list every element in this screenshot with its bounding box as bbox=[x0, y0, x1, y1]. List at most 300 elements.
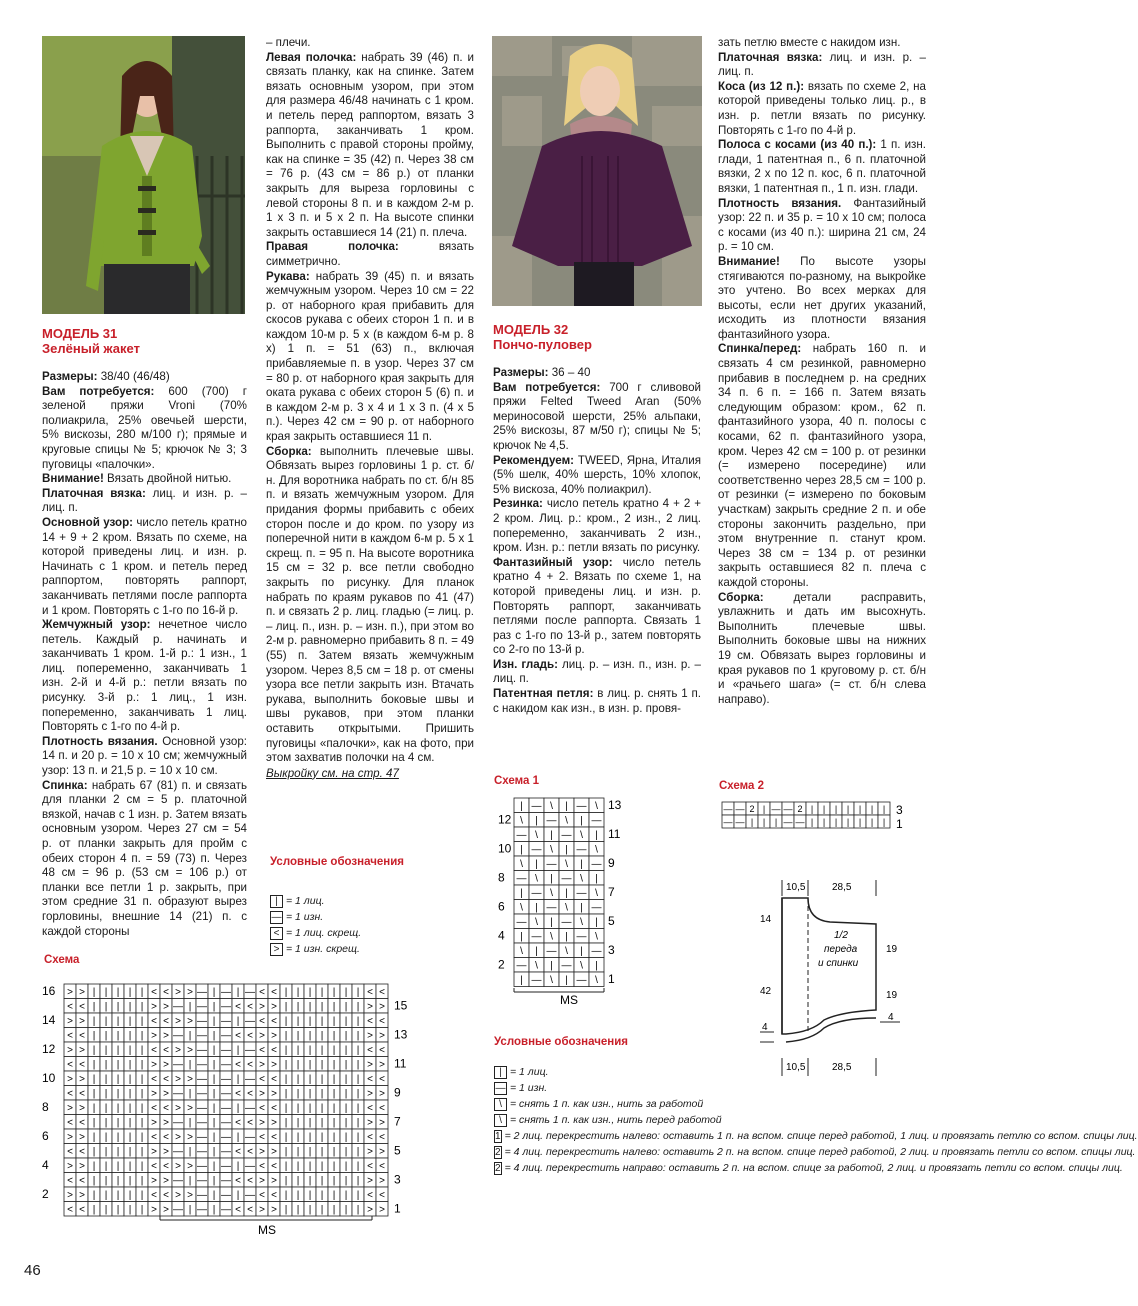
chart-row-number: 10 bbox=[42, 1071, 56, 1085]
chart-stitch-symbol: | bbox=[332, 1059, 336, 1071]
chart-stitch-symbol: | bbox=[116, 1161, 120, 1172]
chart-stitch-symbol: | bbox=[846, 804, 850, 814]
chart-stitch-symbol: < bbox=[79, 1001, 85, 1013]
chart-stitch-symbol: | bbox=[128, 1059, 132, 1071]
paragraph-text: лиц. и изн. р. – лиц. п. bbox=[42, 486, 248, 515]
chart-stitch-symbol: | bbox=[356, 1001, 360, 1013]
chart-stitch-symbol: — bbox=[783, 817, 793, 827]
chart-stitch-symbol: | bbox=[212, 1001, 216, 1013]
chart-stitch-symbol: < bbox=[379, 1016, 385, 1027]
chart-stitch-symbol: > bbox=[379, 1204, 385, 1216]
chart-stitch-symbol: > bbox=[67, 1161, 73, 1172]
chart-stitch-symbol: — bbox=[546, 902, 557, 914]
chart-stitch-symbol: | bbox=[92, 987, 96, 998]
chart-stitch-symbol: | bbox=[140, 1074, 144, 1085]
chart-stitch-symbol: — bbox=[531, 844, 542, 856]
chart-stitch-symbol: > bbox=[379, 1175, 385, 1187]
paragraph-text: вязать по схеме 2, на которой приведены только лиц. р., в изн. р. петли вязать по рисунку. Повторять с 1-го по 4-й р. bbox=[718, 79, 926, 137]
chart-stitch-symbol: | bbox=[550, 917, 553, 928]
chart-stitch-symbol: — bbox=[546, 815, 557, 827]
chart-stitch-symbol: | bbox=[92, 1016, 96, 1027]
chart-stitch-symbol: < bbox=[163, 1132, 169, 1143]
chart-stitch-symbol: | bbox=[92, 1103, 96, 1114]
chart-stitch-symbol: > bbox=[259, 1204, 265, 1216]
chart-stitch-symbol: > bbox=[367, 1117, 373, 1129]
chart-stitch-symbol: < bbox=[271, 1132, 277, 1143]
chart-stitch-symbol: — bbox=[221, 1117, 231, 1129]
chart-stitch-symbol: < bbox=[163, 1016, 169, 1027]
chart-stitch-symbol: < bbox=[367, 1190, 373, 1201]
chart-stitch-symbol: > bbox=[271, 1030, 277, 1042]
chart-stitch-symbol: | bbox=[284, 1088, 288, 1100]
chart-stitch-symbol: \ bbox=[580, 960, 583, 972]
chart-stitch-symbol: | bbox=[320, 1103, 324, 1114]
pattern-reference: Выкройку см. на стр. 47 bbox=[266, 766, 399, 780]
paragraph-text: 600 (700) г зеленой пряжи Vroni (70% полиакрила, 25% овечьей шерсти, 5% вискозы, 280 м/100 г); прямые и круговые спицы № 5; крючок № 3; 3 пуговицы «палочки». bbox=[42, 384, 247, 471]
chart-stitch-symbol: — bbox=[723, 804, 733, 814]
chart-stitch-symbol: | bbox=[92, 1204, 96, 1216]
chart-stitch-symbol: | bbox=[308, 1146, 312, 1158]
chart-row-number: 2 bbox=[498, 957, 505, 972]
chart-stitch-symbol: | bbox=[140, 1103, 144, 1114]
chart-stitch-symbol: — bbox=[197, 1059, 207, 1071]
chart-stitch-symbol: | bbox=[236, 1190, 240, 1201]
model31-legend-item bbox=[270, 909, 361, 925]
chart-stitch-symbol: — bbox=[197, 1117, 207, 1129]
chart-stitch-symbol: < bbox=[163, 1103, 169, 1114]
schematic-width-10-5-bottom: 10,5 bbox=[786, 1062, 806, 1073]
chart-stitch-symbol: < bbox=[151, 1190, 157, 1201]
chart-stitch-symbol: | bbox=[344, 1074, 348, 1085]
chart-stitch-symbol: | bbox=[116, 1016, 120, 1027]
chart-row-number: 12 bbox=[498, 812, 512, 827]
chart-stitch-symbol: | bbox=[356, 1103, 360, 1114]
chart-stitch-symbol: | bbox=[595, 917, 598, 928]
model32-col3-paragraph bbox=[493, 658, 701, 687]
chart-stitch-symbol: > bbox=[79, 1161, 85, 1172]
chart-stitch-symbol: < bbox=[271, 1103, 277, 1114]
chart-stitch-symbol: < bbox=[247, 1088, 253, 1100]
stitch-symbol-icon: \ bbox=[494, 1098, 507, 1111]
model31-legend bbox=[270, 893, 361, 957]
chart-stitch-symbol: < bbox=[247, 1146, 253, 1158]
chart-row-number: 7 bbox=[394, 1114, 401, 1129]
chart-stitch-symbol: | bbox=[308, 1204, 312, 1216]
chart-stitch-symbol: < bbox=[235, 1059, 241, 1071]
chart-stitch-symbol: | bbox=[116, 1103, 120, 1114]
chart-stitch-symbol: | bbox=[140, 1059, 144, 1071]
chart-row-number: 4 bbox=[498, 928, 505, 943]
chart-stitch-symbol: > bbox=[151, 1117, 157, 1129]
chart-row-number: 11 bbox=[394, 1056, 407, 1071]
chart-stitch-symbol: | bbox=[104, 1001, 108, 1013]
chart-stitch-symbol: < bbox=[235, 1204, 241, 1216]
chart-stitch-symbol: | bbox=[356, 1059, 360, 1071]
chart-stitch-symbol: | bbox=[128, 1204, 132, 1216]
chart-stitch-symbol: > bbox=[379, 1088, 385, 1100]
chart-stitch-symbol: — bbox=[723, 817, 733, 827]
legend-text: = 4 лиц. перекрестить налево: оставить 2 п. на вспом. спице перед работой, 2 лиц. и провязать петли со вспом. спицы лиц. bbox=[504, 1146, 1136, 1158]
chart-stitch-symbol: | bbox=[580, 859, 583, 870]
chart-stitch-symbol: \ bbox=[550, 975, 553, 986]
chart-stitch-symbol: | bbox=[356, 1074, 360, 1085]
chart-stitch-symbol: > bbox=[163, 1088, 169, 1100]
chart-stitch-symbol: | bbox=[92, 1117, 96, 1129]
chart-stitch-symbol: \ bbox=[535, 830, 538, 841]
chart-stitch-symbol: | bbox=[834, 804, 838, 814]
chart-stitch-symbol: | bbox=[140, 1204, 144, 1216]
legend-text: = 1 лиц. bbox=[510, 1066, 549, 1078]
model31-name: Зелёный жакет bbox=[42, 341, 140, 356]
chart-stitch-symbol: — bbox=[591, 946, 602, 957]
chart-stitch-symbol: > bbox=[163, 1030, 169, 1042]
chart-row-number: 11 bbox=[608, 827, 621, 841]
model32-legend-item bbox=[494, 1080, 924, 1096]
paragraph-text: число петель кратно 14 + 9 + 2 кром. Вязать по схеме, на которой приведены лиц. и изн. р. Начинать с 1 кром. и петель перед раппортом, повторять раппорт, заканчивать петлями после раппорта и 1 кром. Повторять с 1-го по 16-й р. bbox=[42, 515, 247, 617]
chart-stitch-symbol: | bbox=[356, 1204, 360, 1216]
chart-stitch-symbol: | bbox=[284, 1117, 288, 1129]
chart-stitch-symbol: — bbox=[221, 1103, 231, 1114]
chart-stitch-symbol: > bbox=[271, 1059, 277, 1071]
chart-stitch-symbol: | bbox=[344, 1161, 348, 1172]
chart-stitch-symbol: > bbox=[163, 1059, 169, 1071]
model32-col3-paragraph bbox=[493, 366, 701, 381]
chart-stitch-symbol: | bbox=[92, 1088, 96, 1100]
chart-stitch-symbol: | bbox=[565, 888, 568, 899]
chart-stitch-symbol: < bbox=[151, 1074, 157, 1085]
model32-col4-paragraph bbox=[718, 51, 926, 80]
chart-stitch-symbol: — bbox=[735, 817, 745, 827]
chart-stitch-symbol: > bbox=[187, 1161, 193, 1172]
legend-text: = снять 1 п. как изн., нить перед работой bbox=[510, 1114, 722, 1126]
paragraph-heading: Размеры: bbox=[42, 370, 98, 383]
chart-stitch-symbol: > bbox=[79, 987, 85, 998]
chart-stitch-symbol: — bbox=[783, 804, 793, 814]
stitch-symbol-icon: — bbox=[495, 1082, 506, 1094]
chart-stitch-symbol: | bbox=[535, 859, 538, 870]
chart-stitch-symbol: < bbox=[271, 987, 277, 998]
chart-stitch-symbol: | bbox=[320, 1030, 324, 1042]
chart-stitch-symbol: — bbox=[245, 1074, 255, 1085]
chart-stitch-symbol: — bbox=[561, 873, 572, 885]
chart-stitch-symbol: < bbox=[379, 1161, 385, 1172]
chart-stitch-symbol: > bbox=[259, 1146, 265, 1158]
chart-stitch-symbol: | bbox=[308, 1175, 312, 1187]
chart-row-number: 13 bbox=[394, 1027, 408, 1042]
chart-stitch-symbol: — bbox=[197, 1175, 207, 1187]
chart-stitch-symbol: | bbox=[128, 1117, 132, 1129]
chart-stitch-symbol: \ bbox=[595, 888, 598, 899]
chart-stitch-symbol: \ bbox=[565, 859, 568, 870]
chart-stitch-symbol: | bbox=[296, 1059, 300, 1071]
chart-stitch-symbol: < bbox=[163, 1045, 169, 1056]
model31-legend-item bbox=[270, 893, 361, 909]
chart-stitch-symbol: | bbox=[140, 1161, 144, 1172]
legend-text: = 1 лиц. bbox=[286, 895, 325, 907]
chart-stitch-symbol: — bbox=[576, 975, 587, 986]
chart-stitch-symbol: | bbox=[320, 1088, 324, 1100]
schematic-width-28-5-top: 28,5 bbox=[832, 882, 852, 893]
chart-stitch-symbol: < bbox=[235, 1001, 241, 1013]
chart-row-number: 1 bbox=[608, 972, 615, 986]
chart-stitch-symbol: | bbox=[92, 1161, 96, 1172]
chart-stitch-symbol: | bbox=[308, 1117, 312, 1129]
model32-col4-text bbox=[718, 36, 926, 707]
chart-stitch-symbol: < bbox=[367, 1132, 373, 1143]
paragraph-heading: Правая полочка: bbox=[266, 240, 399, 254]
chart-stitch-symbol: | bbox=[92, 1190, 96, 1201]
chart-stitch-symbol: < bbox=[67, 1117, 73, 1129]
chart-stitch-symbol: | bbox=[774, 817, 778, 827]
chart-stitch-symbol: | bbox=[188, 1001, 192, 1013]
chart-stitch-symbol: | bbox=[284, 1045, 288, 1056]
model31-col2-paragraph bbox=[266, 270, 474, 445]
chart-stitch-symbol: \ bbox=[550, 931, 553, 943]
paragraph-text: – плечи. bbox=[266, 36, 311, 49]
chart-row-number: 4 bbox=[42, 1158, 49, 1172]
chart-stitch-symbol: > bbox=[79, 1016, 85, 1027]
chart-stitch-symbol: < bbox=[79, 1146, 85, 1158]
chart-stitch-symbol: | bbox=[128, 1045, 132, 1056]
chart-stitch-symbol: — bbox=[221, 1059, 231, 1071]
chart-stitch-symbol: > bbox=[187, 987, 193, 998]
chart-stitch-symbol: | bbox=[356, 1190, 360, 1201]
chart-stitch-symbol: — bbox=[591, 859, 602, 870]
chart-stitch-symbol: | bbox=[308, 1161, 312, 1172]
model32-legend-item bbox=[494, 1112, 924, 1128]
model32-col3-paragraph bbox=[493, 687, 701, 716]
chart-stitch-symbol: | bbox=[520, 801, 523, 812]
chart-stitch-symbol: | bbox=[308, 987, 312, 998]
paragraph-heading: Сборка: bbox=[718, 590, 764, 604]
chart-stitch-symbol: — bbox=[197, 987, 207, 998]
chart-stitch-symbol: — bbox=[173, 1117, 183, 1129]
chart-stitch-symbol: | bbox=[296, 1117, 300, 1129]
chart-stitch-symbol: < bbox=[367, 987, 373, 998]
chart-stitch-symbol: | bbox=[565, 844, 568, 856]
chart-stitch-symbol: — bbox=[516, 873, 527, 885]
chart-stitch-symbol: < bbox=[271, 1161, 277, 1172]
chart-stitch-symbol: | bbox=[140, 1030, 144, 1042]
chart-stitch-symbol: | bbox=[296, 1204, 300, 1216]
chart-stitch-symbol: | bbox=[882, 804, 886, 814]
chart-stitch-symbol: | bbox=[356, 1161, 360, 1172]
chart-stitch-symbol: < bbox=[379, 1045, 385, 1056]
chart-stitch-symbol: | bbox=[128, 1088, 132, 1100]
chart-stitch-symbol: < bbox=[259, 1045, 265, 1056]
chart-stitch-symbol: | bbox=[128, 1001, 132, 1013]
chart-stitch-symbol: — bbox=[221, 1074, 231, 1085]
chart-stitch-symbol: | bbox=[308, 1001, 312, 1013]
chart-stitch-symbol: | bbox=[104, 1146, 108, 1158]
chart-stitch-symbol: > bbox=[379, 1030, 385, 1042]
chart-stitch-symbol: > bbox=[271, 1088, 277, 1100]
legend-text: = 1 изн. bbox=[510, 1082, 548, 1094]
chart-stitch-symbol: | bbox=[332, 1175, 336, 1187]
chart-stitch-symbol: | bbox=[308, 1016, 312, 1027]
model31-column-2 bbox=[266, 36, 474, 781]
chart-stitch-symbol: — bbox=[197, 1103, 207, 1114]
chart-stitch-symbol: | bbox=[212, 987, 216, 998]
schematic-height-19-a: 19 bbox=[886, 944, 898, 955]
chart-row-number: 15 bbox=[394, 998, 408, 1013]
chart-stitch-symbol: | bbox=[344, 1059, 348, 1071]
chart-stitch-symbol: | bbox=[846, 817, 850, 827]
model32-number: МОДЕЛЬ 32 bbox=[493, 322, 569, 337]
chart-stitch-symbol: | bbox=[320, 1059, 324, 1071]
chart-stitch-symbol: — bbox=[197, 1016, 207, 1027]
chart-stitch-symbol: | bbox=[332, 1088, 336, 1100]
chart-stitch-symbol: > bbox=[259, 1117, 265, 1129]
model32-col4-paragraph bbox=[718, 80, 926, 138]
chart-stitch-symbol: | bbox=[140, 1146, 144, 1158]
chart-stitch-symbol: > bbox=[379, 1001, 385, 1013]
chart-stitch-symbol: \ bbox=[565, 902, 568, 914]
chart-stitch-symbol: | bbox=[520, 931, 523, 943]
chart-stitch-symbol: > bbox=[271, 1204, 277, 1216]
chart-stitch-symbol: | bbox=[116, 1146, 120, 1158]
chart-stitch-symbol: > bbox=[259, 1001, 265, 1013]
chart-stitch-symbol: — bbox=[197, 1088, 207, 1100]
chart-stitch-symbol: | bbox=[128, 1190, 132, 1201]
legend-text: = 1 изн. скрещ. bbox=[286, 943, 360, 955]
chart-stitch-symbol: | bbox=[356, 1132, 360, 1143]
chart-stitch-symbol: < bbox=[259, 987, 265, 998]
chart-stitch-symbol: > bbox=[163, 1204, 169, 1216]
chart-stitch-symbol: > bbox=[379, 1146, 385, 1158]
chart-stitch-symbol: | bbox=[308, 1074, 312, 1085]
chart-stitch-symbol: — bbox=[245, 1016, 255, 1027]
chart-stitch-symbol: | bbox=[296, 1030, 300, 1042]
chart-stitch-symbol: < bbox=[379, 1132, 385, 1143]
scheme2-grid bbox=[722, 802, 890, 828]
model32-legend-item bbox=[494, 1096, 924, 1112]
chart-stitch-symbol: | bbox=[212, 1175, 216, 1187]
chart-stitch-symbol: | bbox=[320, 1074, 324, 1085]
chart-stitch-symbol: > bbox=[67, 1074, 73, 1085]
paragraph-heading: Вам потребуется: bbox=[493, 380, 601, 394]
model32-col3-paragraph bbox=[493, 497, 701, 555]
chart-stitch-symbol: > bbox=[151, 1001, 157, 1013]
chart-stitch-symbol: | bbox=[762, 817, 766, 827]
model32-col4-paragraph bbox=[718, 591, 926, 708]
chart-stitch-symbol: > bbox=[151, 1088, 157, 1100]
chart-stitch-symbol: | bbox=[284, 1103, 288, 1114]
chart-stitch-symbol: < bbox=[271, 1045, 277, 1056]
chart-stitch-symbol: < bbox=[79, 1175, 85, 1187]
chart-stitch-symbol: | bbox=[140, 1001, 144, 1013]
paragraph-text: лиц. и изн. р. – лиц. п. bbox=[718, 50, 927, 79]
scheme1-grid bbox=[514, 798, 604, 987]
legend-text: = 1 лиц. скрещ. bbox=[286, 927, 362, 939]
chart-stitch-symbol: — bbox=[221, 1175, 231, 1187]
chart-stitch-symbol: | bbox=[344, 1045, 348, 1056]
chart-stitch-symbol: | bbox=[332, 1016, 336, 1027]
chart-stitch-symbol: | bbox=[116, 1175, 120, 1187]
chart-stitch-symbol: | bbox=[212, 1146, 216, 1158]
chart-stitch-symbol: | bbox=[320, 1161, 324, 1172]
chart-stitch-symbol: | bbox=[92, 1001, 96, 1013]
chart-stitch-symbol: | bbox=[595, 960, 598, 972]
chart-stitch-symbol: | bbox=[128, 1016, 132, 1027]
paragraph-heading: Жемчужный узор: bbox=[42, 618, 151, 632]
chart-stitch-symbol: > bbox=[175, 987, 181, 998]
chart-stitch-symbol: | bbox=[580, 902, 583, 914]
schematic-width-28-5-bottom: 28,5 bbox=[832, 1062, 852, 1073]
paragraph-text: TWEED, Ярна, Италия (5% шелк, 40% шерсть, 10% хлопок, 5% вискоза, 40% полиакрил). bbox=[493, 453, 701, 496]
chart-stitch-symbol: < bbox=[151, 1016, 157, 1027]
chart-stitch-symbol: | bbox=[320, 1204, 324, 1216]
chart-stitch-symbol: < bbox=[247, 1175, 253, 1187]
chart-stitch-symbol: > bbox=[67, 987, 73, 998]
chart-stitch-symbol: | bbox=[550, 830, 553, 841]
chart-stitch-symbol: | bbox=[332, 1030, 336, 1042]
chart-stitch-symbol: | bbox=[104, 1030, 108, 1042]
chart-stitch-symbol: < bbox=[67, 1059, 73, 1071]
chart-stitch-symbol: | bbox=[332, 1132, 336, 1143]
chart-stitch-symbol: | bbox=[284, 1132, 288, 1143]
paragraph-text: По высоте узоры стягиваются по-разному, на выкройке это учтено. Во всех мерках для высоты, если нет других указаний, исходить из плотности вязания фантазийного узора. bbox=[718, 254, 926, 341]
chart-stitch-symbol: | bbox=[296, 1001, 300, 1013]
chart-stitch-symbol: | bbox=[212, 1117, 216, 1129]
chart-stitch-symbol: — bbox=[245, 1045, 255, 1056]
chart-stitch-symbol: | bbox=[140, 1190, 144, 1201]
stitch-symbol-icon: 2 bbox=[495, 1162, 501, 1174]
chart-stitch-symbol: > bbox=[151, 1175, 157, 1187]
chart-stitch-symbol: — bbox=[561, 830, 572, 841]
paragraph-text: 38/40 (46/48) bbox=[97, 370, 170, 383]
scheme1-ms-label: MS bbox=[560, 993, 578, 1007]
paragraph-text: 36 – 40 bbox=[548, 366, 591, 379]
chart-stitch-symbol: > bbox=[271, 1175, 277, 1187]
paragraph-text: Вязать двойной нитью. bbox=[103, 472, 232, 486]
chart-stitch-symbol: > bbox=[67, 1190, 73, 1201]
chart-stitch-symbol: \ bbox=[565, 946, 568, 957]
chart-stitch-symbol: — bbox=[173, 1146, 183, 1158]
model31-col1-text bbox=[42, 370, 247, 939]
chart-stitch-symbol: | bbox=[104, 1161, 108, 1172]
chart-stitch-symbol: | bbox=[296, 1074, 300, 1085]
model32-legend-item bbox=[494, 1128, 1138, 1144]
legend-text: = снять 1 п. как изн., нить за работой bbox=[510, 1098, 704, 1110]
chart-stitch-symbol: — bbox=[245, 1132, 255, 1143]
chart-stitch-symbol: — bbox=[576, 801, 587, 812]
chart-stitch-symbol: > bbox=[367, 1175, 373, 1187]
chart-stitch-symbol: | bbox=[140, 987, 144, 998]
model31-col1-paragraph bbox=[42, 385, 247, 473]
chart-stitch-symbol: | bbox=[595, 830, 598, 841]
chart-row-number: 13 bbox=[608, 798, 622, 812]
chart-stitch-symbol: | bbox=[344, 1030, 348, 1042]
model31-number: МОДЕЛЬ 31 bbox=[42, 326, 118, 341]
chart-stitch-symbol: > bbox=[271, 1117, 277, 1129]
chart-stitch-symbol: — bbox=[221, 1161, 231, 1172]
chart-stitch-symbol: — bbox=[561, 917, 572, 928]
chart-stitch-symbol: < bbox=[247, 1117, 253, 1129]
model31-legend-title: Условные обозначения bbox=[270, 856, 405, 868]
chart-stitch-symbol: — bbox=[221, 1132, 231, 1143]
model31-col1-paragraph bbox=[42, 779, 247, 940]
chart-stitch-symbol: — bbox=[576, 844, 587, 856]
chart-stitch-symbol: | bbox=[320, 1117, 324, 1129]
paragraph-text: набрать 160 п. и связать 4 см резинкой, равномерно прибавив в последнем р. на средних 34 п. 6 п. = 166 п. Затем вязать следующим образом: кром., 62 п. фантазийного узора, 40 п. полосы с косами, 62 п. фантазийного узора, кром. Через 42 см = 100 р. от резинки (= измерено посередине) или соответственно через 28,5 см = 100 р. от резинки (= измерено по боковым участкам) закрыть средние 2 п. и обе стороны закончить раздельно, при этом внутренние п. станут кром. Через 38 см = 134 р. от резинки закрыть оставшиеся 82 п. плеча с каждой стороны. bbox=[718, 342, 926, 589]
chart-stitch-symbol: | bbox=[296, 1146, 300, 1158]
chart-row-number: 10 bbox=[498, 841, 512, 856]
chart-stitch-symbol: < bbox=[367, 1161, 373, 1172]
chart-stitch-symbol: < bbox=[67, 1030, 73, 1042]
chart-stitch-symbol: | bbox=[822, 804, 826, 814]
chart-stitch-symbol: | bbox=[236, 987, 240, 998]
